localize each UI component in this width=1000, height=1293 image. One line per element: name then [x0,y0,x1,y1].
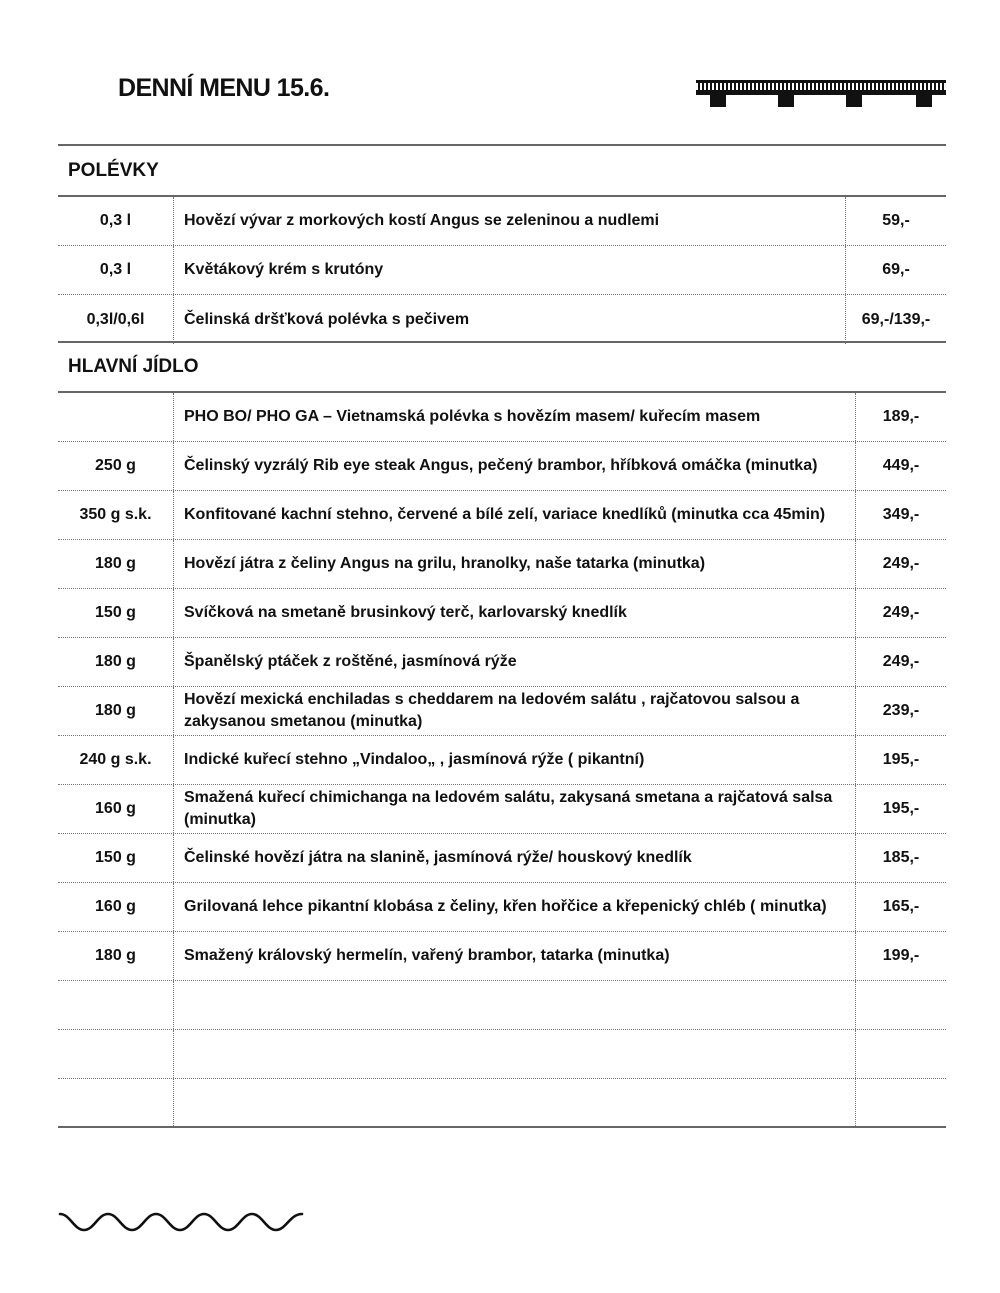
table-row [58,638,946,687]
item-quantity: 180 g [58,540,174,588]
bridge-logo-icon [696,78,946,108]
item-description: Konfitované kachní stehno, červené a bílé zelí, variace knedlíků (minutka cca 45min) [184,506,826,523]
table-row [58,834,946,883]
table-row [58,687,946,736]
item-description: Smažená kuřecí chimichanga na ledovém salátu, zakysaná smetana a rajčatová salsa (minutka) [184,789,833,828]
item-price: 189,- [855,393,946,441]
item-price: 249,- [855,589,946,637]
table-row [58,295,946,344]
item-quantity [58,981,174,1029]
item-price: 195,- [855,736,946,784]
section-heading-mains [58,341,946,393]
item-quantity: 160 g [58,785,174,833]
item-description: Smažený královský hermelín, vařený brambor, tatarka (minutka) [184,947,670,964]
item-description: Grilovaná lehce pikantní klobása z čeliny, křen hořčice a křepenický chléb ( minutka) [184,898,827,915]
empty-table-row [58,1030,946,1079]
table-row [58,932,946,981]
item-description: Hovězí játra z čeliny Angus na grilu, hranolky, naše tatarka (minutka) [184,555,706,572]
item-description [175,1030,855,1078]
item-description [175,1079,855,1126]
item-price: 249,- [855,638,946,686]
item-quantity [58,1079,174,1126]
soups-table [58,197,946,344]
item-description: Čelinská dršťková polévka s pečivem [184,310,470,328]
section-title-soups: POLÉVKY [68,159,159,181]
menu-title: DENNÍ MENU 15.6. [118,74,330,102]
item-price: 249,- [855,540,946,588]
item-quantity: 0,3 l [58,246,174,294]
item-quantity: 240 g s.k. [58,736,174,784]
item-description: Svíčková na smetaně brusinkový terč, karlovarský knedlík [184,604,627,621]
item-description [175,981,855,1029]
item-description: Čelinské hovězí játra na slanině, jasmínová rýže/ houskový knedlík [184,849,692,866]
table-row [58,246,946,295]
item-quantity: 150 g [58,834,174,882]
item-price: 449,- [855,442,946,490]
item-quantity: 180 g [58,687,174,735]
item-quantity: 0,3l/0,6l [58,295,174,344]
item-description: PHO BO/ PHO GA – Vietnamská polévka s hovězím masem/ kuřecím masem [184,408,761,425]
item-description: Hovězí vývar z morkových kostí Angus se zeleninou a nudlemi [184,212,660,229]
table-row [58,736,946,785]
item-quantity: 0,3 l [58,197,174,245]
item-price: 349,- [855,491,946,539]
table-row [58,785,946,834]
item-quantity [58,1030,174,1078]
item-price: 165,- [855,883,946,931]
item-price [855,1079,946,1126]
item-price: 69,-/139,- [845,295,946,344]
item-description: Hovězí mexická enchiladas s cheddarem na ledovém salátu , rajčatovou salsou a zakysanou smetanou (minutka) [184,691,800,730]
item-quantity: 350 g s.k. [58,491,174,539]
item-price [855,1030,946,1078]
table-row [58,589,946,638]
item-quantity: 160 g [58,883,174,931]
table-row [58,393,946,442]
item-quantity: 180 g [58,932,174,980]
wave-line-icon [58,1206,304,1236]
table-row [58,491,946,540]
section-heading-soups [58,144,946,197]
item-quantity: 150 g [58,589,174,637]
item-description: Květákový krém s krutóny [184,261,384,278]
table-row [58,197,946,246]
item-price: 69,- [845,246,946,294]
mains-table [58,393,946,1128]
item-price: 59,- [845,197,946,245]
item-price: 239,- [855,687,946,735]
item-quantity: 180 g [58,638,174,686]
item-price: 195,- [855,785,946,833]
item-quantity: 250 g [58,442,174,490]
table-row [58,883,946,932]
item-description: Španělský ptáček z roštěné, jasmínová rýže [184,653,517,670]
table-row [58,540,946,589]
item-price: 199,- [855,932,946,980]
item-price [855,981,946,1029]
item-price: 185,- [855,834,946,882]
section-title-mains: HLAVNÍ JÍDLO [68,356,199,377]
table-row [58,442,946,491]
empty-table-row [58,981,946,1030]
empty-table-row [58,1079,946,1128]
item-description: Indické kuřecí stehno „Vindaloo„ , jasmínová rýže ( pikantní) [184,751,645,768]
item-quantity [58,393,174,441]
item-description: Čelinský vyzrálý Rib eye steak Angus, pečený brambor, hříbková omáčka (minutka) [184,457,818,474]
